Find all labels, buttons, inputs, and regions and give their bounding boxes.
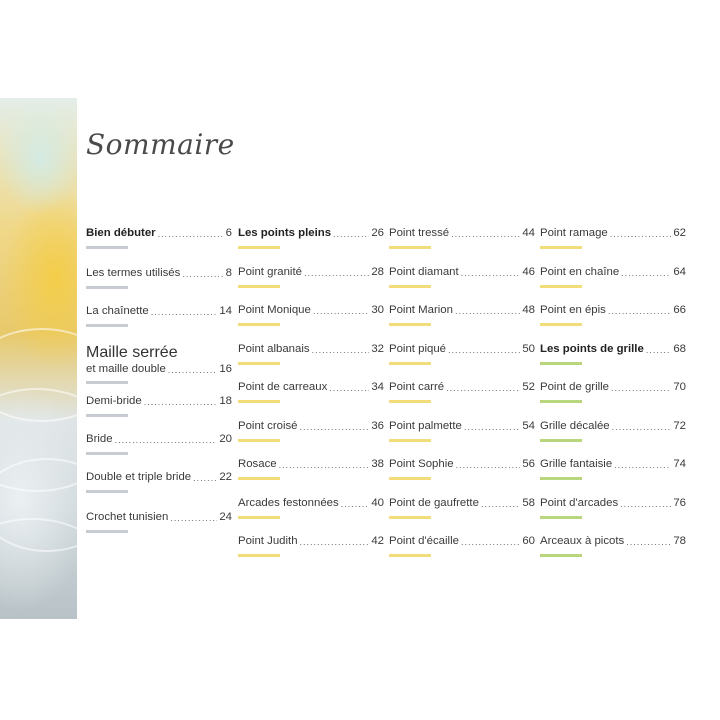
toc-entry-page: 48 [522, 304, 535, 316]
accent-bar [389, 477, 431, 480]
toc-entry[interactable] [389, 342, 535, 356]
toc-entry[interactable] [540, 419, 686, 433]
toc-entry-page: 30 [371, 304, 384, 316]
dot-leader [158, 228, 224, 240]
toc-entry[interactable] [86, 226, 232, 240]
toc-entry[interactable] [389, 380, 535, 394]
page-title: Sommaire [86, 128, 235, 161]
accent-bar [389, 285, 431, 288]
toc-entry-label: Grille décalée [540, 419, 610, 432]
toc-entry-page: 64 [673, 265, 686, 278]
toc-entry[interactable] [238, 457, 384, 471]
toc-entry-page: 42 [371, 535, 384, 547]
accent-bar [389, 323, 431, 326]
dot-leader [611, 382, 671, 394]
toc-entry-page: 58 [522, 496, 535, 509]
accent-bar [540, 554, 582, 557]
toc-entry[interactable] [86, 470, 232, 484]
toc-entry-page: 34 [371, 381, 384, 393]
accent-bar [238, 362, 280, 365]
dot-leader [464, 421, 521, 433]
dot-leader [279, 459, 370, 471]
toc-entry[interactable] [389, 534, 535, 548]
toc-entry-label: Point albanais [238, 342, 310, 355]
accent-bar [540, 439, 582, 442]
accent-bar [86, 452, 128, 455]
yarn-photo [0, 98, 77, 619]
toc-entry[interactable] [238, 226, 384, 240]
accent-bar [389, 400, 431, 403]
toc-entry[interactable] [238, 534, 384, 548]
accent-bar [238, 439, 280, 442]
toc-entry[interactable] [238, 342, 384, 356]
accent-bar [238, 323, 280, 326]
accent-bar [540, 323, 582, 326]
toc-entry-label: Point Judith [238, 535, 298, 547]
accent-bar [389, 516, 431, 519]
toc-entry-page: 40 [371, 496, 384, 509]
accent-bar [86, 381, 128, 384]
toc-entry[interactable] [540, 226, 686, 240]
dot-leader [193, 472, 217, 484]
toc-entry-label: Point croisé [238, 419, 298, 432]
toc-entry[interactable] [540, 380, 686, 394]
accent-bar [238, 285, 280, 288]
dot-leader [481, 498, 520, 510]
toc-entry-label: Point Monique [238, 304, 311, 316]
toc-entry-page: 8 [225, 267, 232, 279]
accent-bar [540, 477, 582, 480]
toc-entry[interactable] [540, 342, 686, 356]
toc-entry[interactable] [238, 419, 384, 433]
dot-leader [621, 267, 671, 279]
toc-entry-page: 28 [371, 265, 384, 278]
toc-entry-label: Point ramage [540, 227, 608, 239]
toc-entry-label: Demi-bride [86, 395, 142, 407]
toc-entry-page: 70 [673, 381, 686, 393]
yarn-strand [0, 518, 77, 619]
toc-entry-page: 14 [219, 305, 232, 317]
toc-entry-label: Les termes utilisés [86, 267, 181, 279]
dot-leader [304, 267, 369, 279]
dot-leader [614, 459, 671, 471]
accent-bar [389, 439, 431, 442]
toc-entry[interactable] [389, 303, 535, 317]
dot-leader [612, 421, 672, 433]
dot-leader [333, 228, 369, 240]
toc-entry-page: 74 [673, 458, 686, 470]
dot-leader [329, 382, 369, 394]
dot-leader [620, 498, 671, 510]
toc-entry[interactable] [540, 457, 686, 471]
toc-entry[interactable] [86, 432, 232, 446]
dot-leader [446, 382, 520, 394]
toc-entry-page: 6 [225, 227, 232, 239]
toc-entry-label: Double et triple bride [86, 471, 192, 483]
toc-entry-page: 54 [522, 419, 535, 432]
accent-bar [238, 400, 280, 403]
dot-leader [341, 498, 370, 510]
toc-entry-label: Rosace [238, 458, 277, 470]
toc-entry-page: 68 [673, 342, 686, 355]
toc-entry-label: Point en chaîne [540, 265, 620, 278]
dot-leader [312, 344, 370, 356]
toc-entry-label: Arceaux à picots [540, 535, 625, 547]
toc-entry-page: 72 [673, 419, 686, 432]
dot-leader [456, 459, 521, 471]
toc-entry-label: Point d'arcades [540, 496, 619, 509]
toc-entry-page: 16 [219, 363, 232, 375]
toc-entry-label: Point granité [238, 265, 302, 278]
toc-entry-label: Les points de grille [540, 342, 644, 355]
toc-entry-label: La chaînette [86, 305, 149, 317]
dot-leader [646, 344, 672, 356]
toc-entry-page: 36 [371, 419, 384, 432]
accent-bar [238, 477, 280, 480]
toc-entry-label: Point palmette [389, 419, 462, 432]
accent-bar [540, 285, 582, 288]
toc-entry-label: Point de gaufrette [389, 496, 479, 509]
dot-leader [451, 228, 520, 240]
toc-entry[interactable] [389, 496, 535, 510]
toc-entry-label: Arcades festonnées [238, 496, 339, 509]
toc-entry[interactable] [389, 457, 535, 471]
toc-entry-label: Point tressé [389, 227, 450, 239]
dot-leader [455, 305, 520, 317]
dot-leader [626, 536, 671, 548]
dot-leader [461, 267, 521, 279]
accent-bar [540, 516, 582, 519]
dot-leader [144, 396, 218, 408]
accent-bar [86, 286, 128, 289]
toc-entry-label: Crochet tunisien [86, 511, 169, 523]
toc-entry-label: Maille serrée [86, 344, 178, 361]
dot-leader [313, 305, 370, 317]
accent-bar [389, 246, 431, 249]
toc-entry[interactable] [86, 344, 232, 376]
toc-entry-page: 32 [371, 342, 384, 355]
toc-entry[interactable] [86, 510, 232, 524]
toc-entry[interactable] [389, 226, 535, 240]
accent-bar [540, 246, 582, 249]
toc-entry-page: 50 [522, 342, 535, 355]
dot-leader [170, 512, 217, 524]
toc-entry[interactable] [540, 534, 686, 548]
toc-entry[interactable] [540, 265, 686, 279]
accent-bar [86, 414, 128, 417]
dot-leader [300, 421, 370, 433]
toc-entry-page: 66 [673, 304, 686, 316]
dot-leader [461, 536, 520, 548]
accent-bar [238, 246, 280, 249]
toc-entry[interactable] [389, 419, 535, 433]
dot-leader [182, 268, 223, 280]
toc-entry-label: Les points pleins [238, 227, 332, 239]
dot-leader [610, 228, 672, 240]
toc-entry-label: Point Marion [389, 304, 453, 316]
toc-entry[interactable] [86, 394, 232, 408]
dot-leader [448, 344, 520, 356]
toc-entry-label: Point d'écaille [389, 535, 459, 547]
dot-leader [168, 364, 218, 376]
toc-entry[interactable] [389, 265, 535, 279]
toc-entry-label: Bride [86, 433, 113, 445]
toc-entry[interactable] [238, 496, 384, 510]
toc-entry-label: Point piqué [389, 342, 446, 355]
toc-entry-label: Grille fantaisie [540, 458, 613, 470]
toc-entry-label: Point de carreaux [238, 381, 328, 393]
accent-bar [86, 324, 128, 327]
toc-entry[interactable] [86, 304, 232, 318]
accent-bar [238, 516, 280, 519]
toc-entry-page: 62 [673, 227, 686, 239]
toc-entry-page: 46 [522, 265, 535, 278]
accent-bar [389, 554, 431, 557]
toc-entry-label: Point Sophie [389, 458, 454, 470]
accent-bar [238, 554, 280, 557]
toc-entry-page: 38 [371, 458, 384, 470]
toc-entry[interactable] [238, 265, 384, 279]
toc-entry-label: Bien débuter [86, 227, 156, 239]
toc-entry-page: 56 [522, 458, 535, 470]
toc-entry[interactable] [540, 303, 686, 317]
toc-entry-page: 76 [673, 496, 686, 509]
toc-entry-page: 24 [219, 511, 232, 523]
accent-bar [540, 400, 582, 403]
accent-bar [540, 362, 582, 365]
toc-entry-label: et maille double [86, 363, 166, 375]
toc-entry-label: Point en épis [540, 304, 606, 316]
dot-leader [608, 305, 671, 317]
accent-bar [86, 246, 128, 249]
toc-entry-page: 78 [673, 535, 686, 547]
toc-entry[interactable] [86, 266, 232, 280]
toc-entry[interactable] [238, 303, 384, 317]
accent-bar [389, 362, 431, 365]
toc-entry-label: Point de grille [540, 381, 610, 393]
toc-entry-page: 20 [219, 433, 232, 445]
toc-entry[interactable] [540, 496, 686, 510]
accent-bar [86, 490, 128, 493]
toc-entry-page: 44 [522, 227, 535, 239]
toc-entry-page: 52 [522, 381, 535, 393]
toc-entry-page: 26 [371, 227, 384, 239]
toc-entry[interactable] [238, 380, 384, 394]
accent-bar [86, 530, 128, 533]
dot-leader [151, 306, 218, 318]
toc-entry-label: Point diamant [389, 265, 459, 278]
toc-entry-label: Point carré [389, 381, 445, 393]
toc-entry-page: 22 [219, 471, 232, 483]
dot-leader [300, 536, 370, 548]
toc-entry-page: 18 [219, 395, 232, 407]
dot-leader [115, 434, 218, 446]
toc-entry-page: 60 [522, 535, 535, 547]
